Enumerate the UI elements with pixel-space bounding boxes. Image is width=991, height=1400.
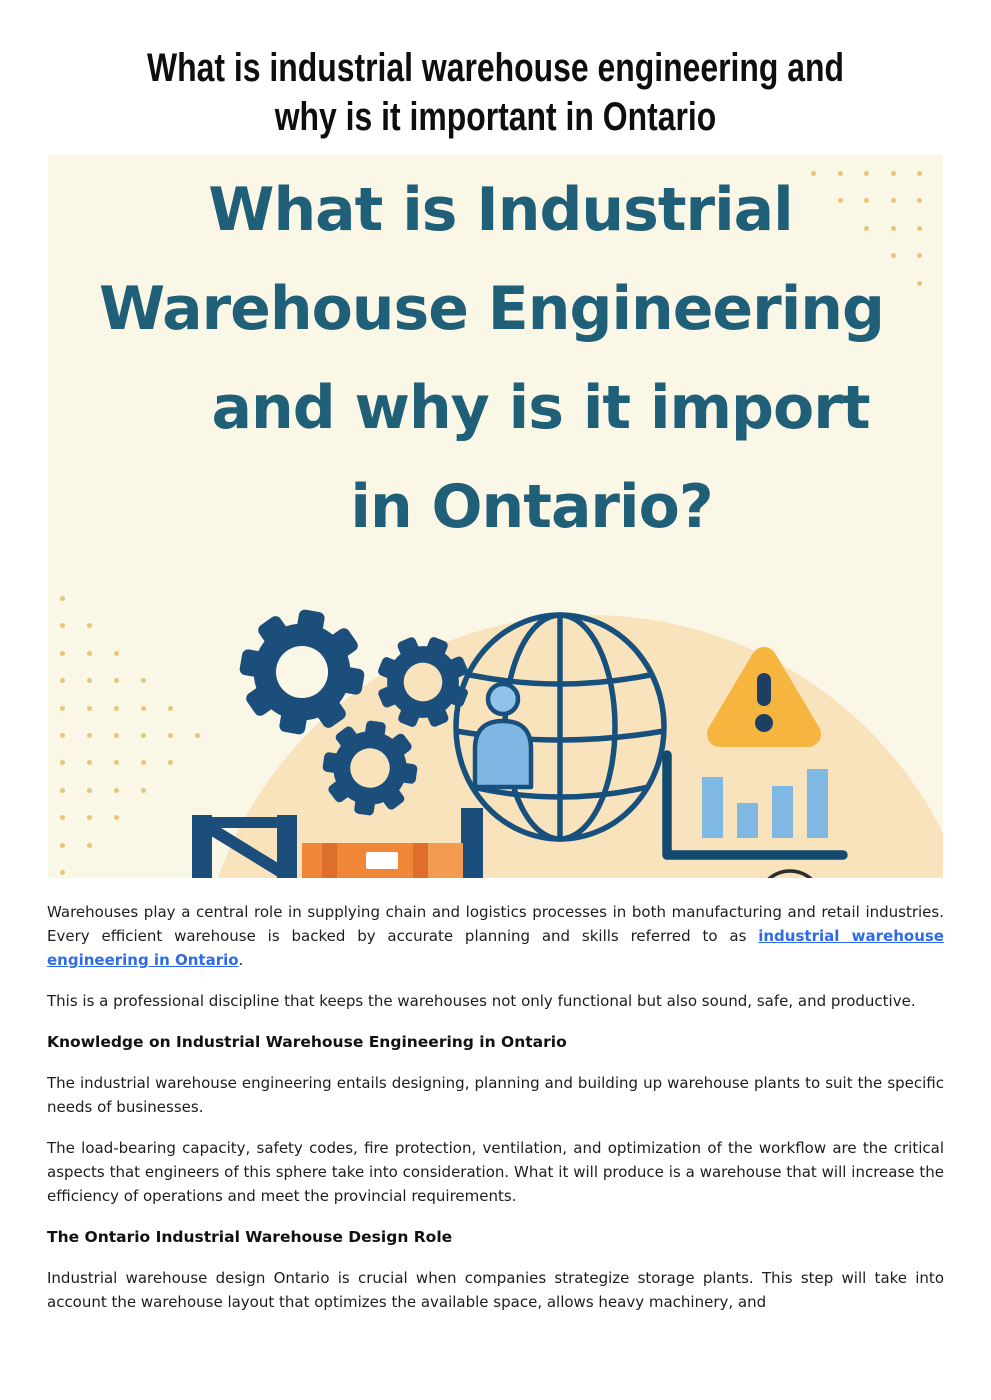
- paragraph: Industrial warehouse design Ontario is crucial when companies strategize storage plants. This step will take into account the warehouse layout that optimizes the available space, allows heavy machinery, and: [47, 1269, 944, 1311]
- page-title: [79, 44, 911, 142]
- paragraph: The industrial warehouse engineering entails designing, planning and building up warehouse plants to suit the specific needs of businesses.: [47, 1074, 944, 1116]
- hero-title-line: Warehouse Engineering: [99, 274, 884, 344]
- intro-paragraph: [47, 900, 944, 972]
- dots-pattern-left: [60, 596, 250, 878]
- industrial-warehouse-engineering-link[interactable]: industrial warehouse engineering in Ontario: [47, 927, 944, 969]
- paragraph: The load-bearing capacity, safety codes, fire protection, ventilation, and optimization of the workflow are the critical aspects that engineers of this sphere take into consideration. What it will produce is a warehouse that will increase the efficiency of operations and meet the provincial requirements.: [47, 1139, 944, 1205]
- cargo-box-icon: [302, 843, 463, 878]
- intro-text-after: .: [238, 951, 244, 969]
- hero-title-line: in Ontario?: [350, 472, 713, 542]
- hero-title-line: and why is it import: [211, 373, 870, 443]
- hero-title: [48, 161, 943, 557]
- section-heading-knowledge: Knowledge on Industrial Warehouse Engineering in Ontario: [47, 1033, 567, 1051]
- article-body: [47, 900, 944, 1331]
- intro-text-before: Warehouses play a central role in supplying chain and logistics processes in both manufacturing and retail industries. Every efficient warehouse is backed by accurate planning and skills referred to as: [47, 903, 944, 945]
- section-heading-design-role: The Ontario Industrial Warehouse Design Role: [47, 1228, 453, 1246]
- page-title-line1: What is industrial warehouse engineering and: [146, 46, 845, 91]
- hero-title-line: What is Industrial: [208, 175, 793, 245]
- hero-image: [48, 155, 943, 878]
- paragraph: This is a professional discipline that keeps the warehouses not only functional but also sound, safe, and productive.: [47, 992, 916, 1010]
- page-title-line2: why is it important in Ontario: [274, 94, 717, 140]
